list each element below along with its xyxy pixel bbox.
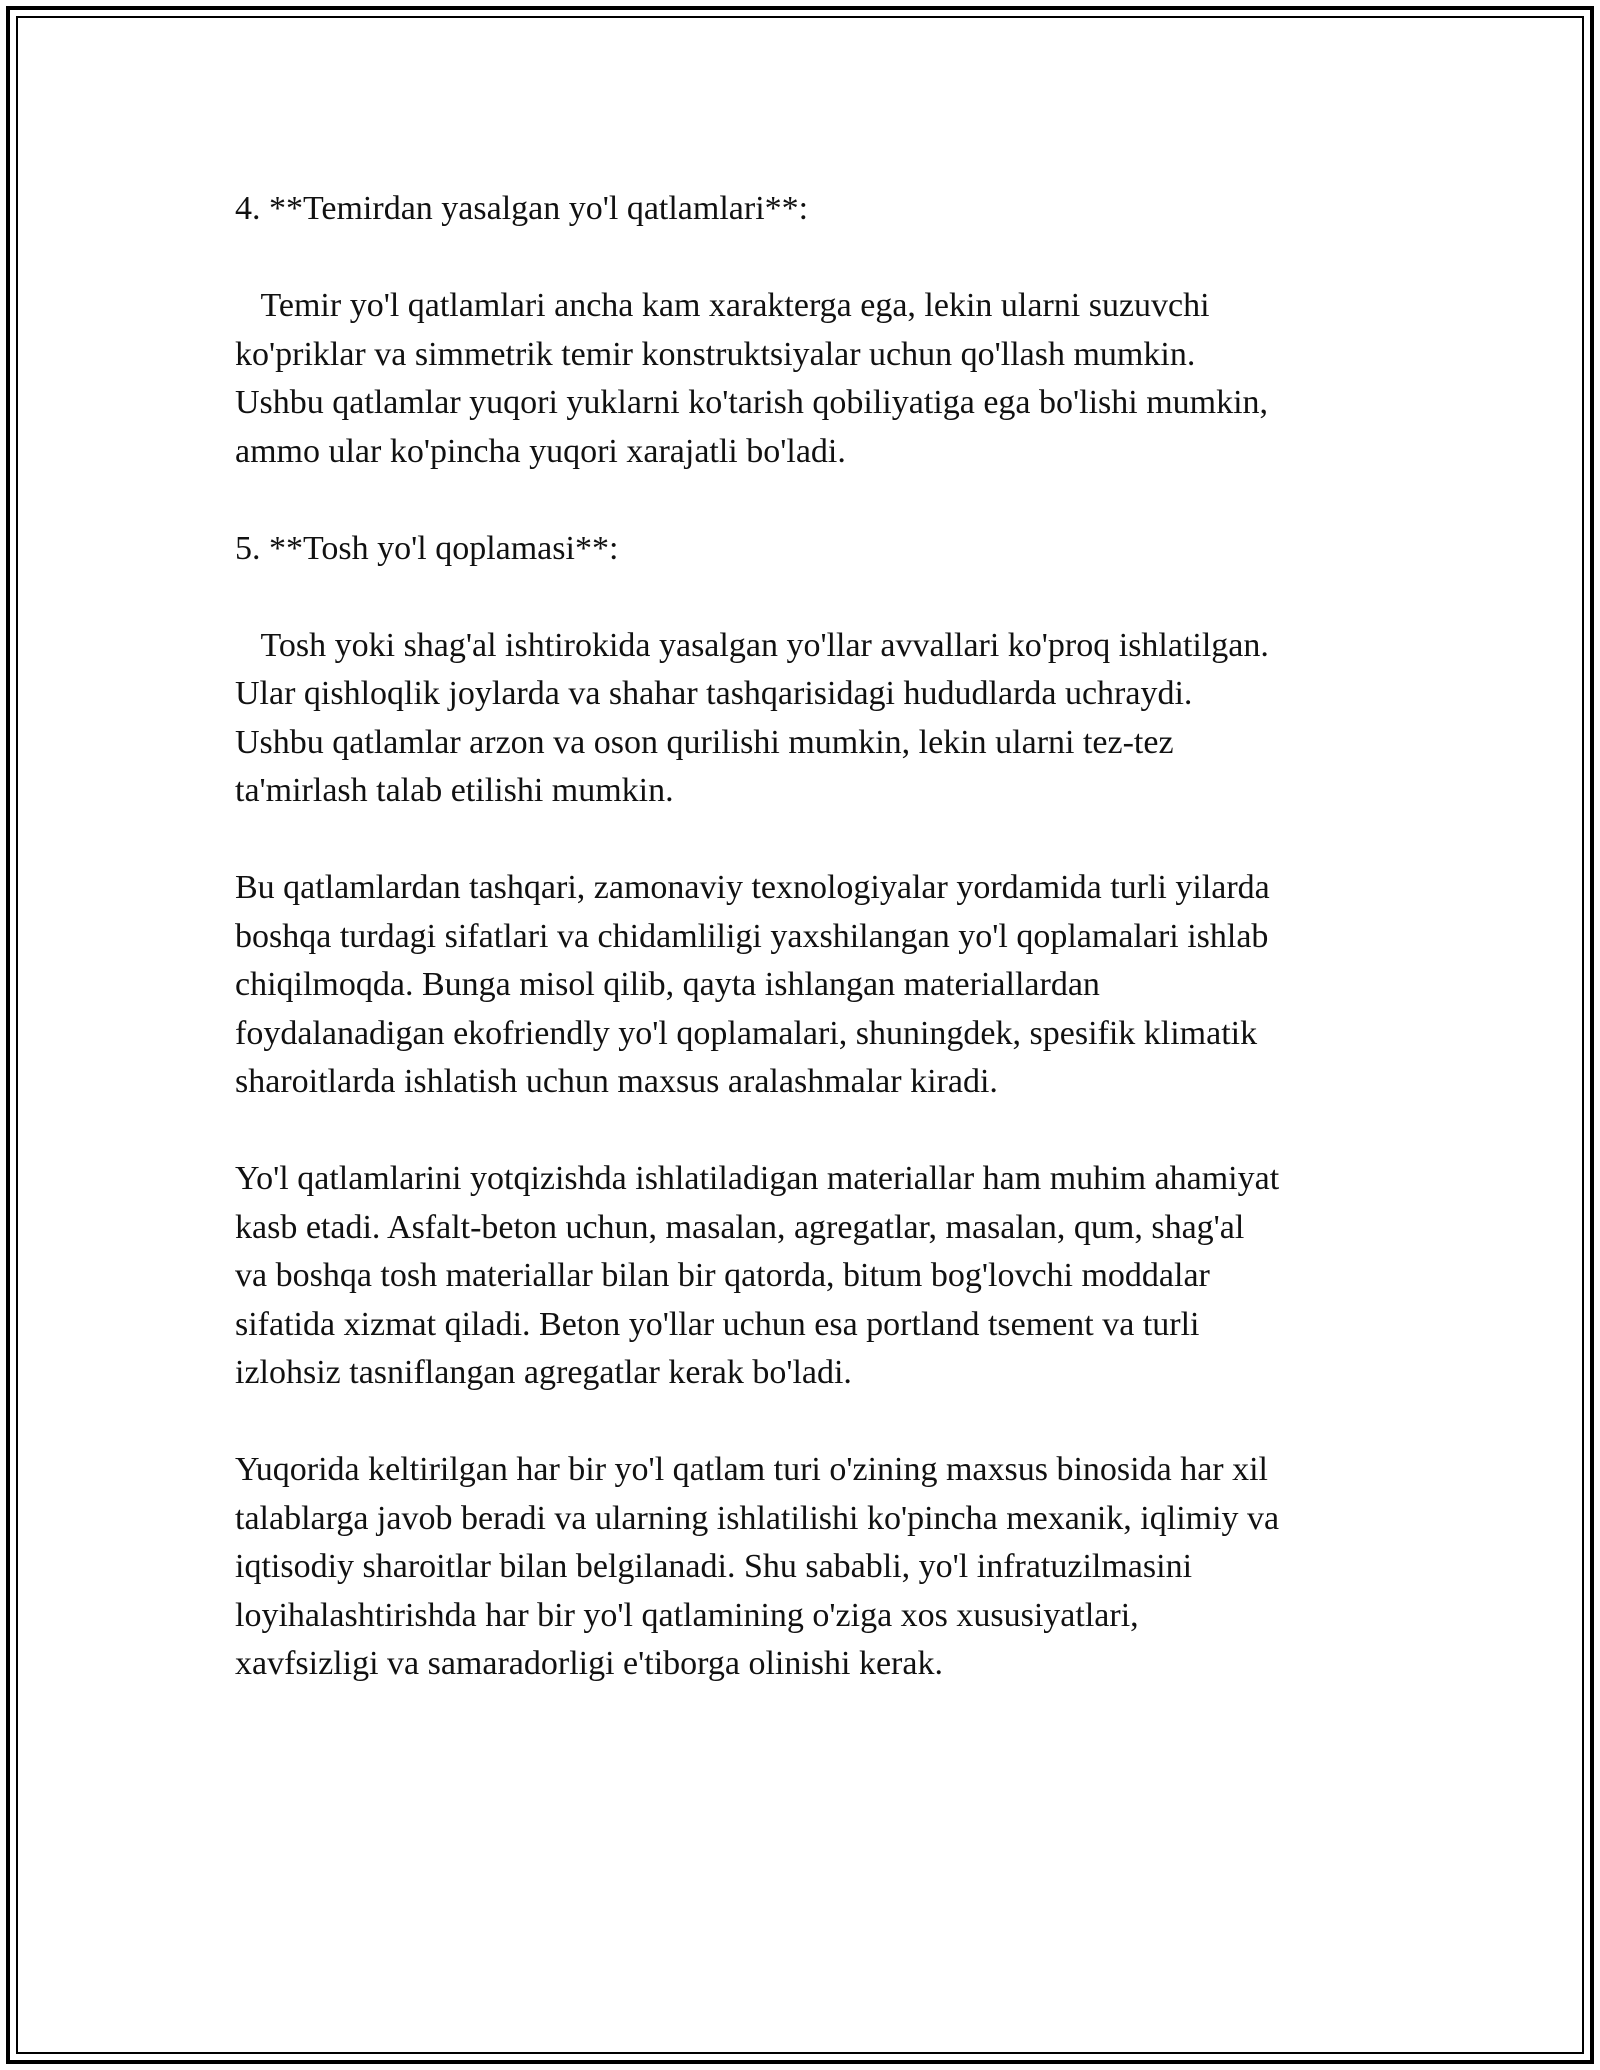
paragraph-metal-layers xyxy=(235,282,1385,476)
text-line: sifatida xizmat qiladi. Beton yo'llar uchun esa portland tsement va turli xyxy=(235,1305,1200,1343)
paragraph-gap xyxy=(235,1398,1385,1447)
text-line: Yo'l qatlamlarini yotqizishda ishlatiladigan materiallar ham muhim ahamiyat xyxy=(235,1160,1280,1197)
section-heading-4 xyxy=(235,185,1385,234)
text-line: 4. **Temirdan yasalgan yo'l qatlamlari**: xyxy=(235,190,809,227)
paragraph-gap xyxy=(235,476,1385,525)
text-line: sharoitlarda ishlatish uchun maxsus aralashmalar kiradi. xyxy=(235,1063,998,1100)
text-line: Temir yo'l qatlamlari ancha kam xarakterga ega, lekin ularni suzuvchi xyxy=(235,287,1210,324)
text-line: va boshqa tosh materiallar bilan bir qatorda, bitum bog'lovchi moddalar xyxy=(235,1257,1210,1294)
paragraph-gap xyxy=(235,234,1385,283)
text-line: talablarga javob beradi va ularning ishlatilishi ko'pincha mexanik, iqlimiy va xyxy=(235,1499,1280,1537)
paragraph-conclusion xyxy=(235,1446,1385,1689)
text-line: ammo ular ko'pincha yuqori xarajatli bo'ladi. xyxy=(235,432,846,470)
text-line: ko'priklar va simmetrik temir konstruktsiyalar uchun qo'llash mumkin. xyxy=(235,335,1196,373)
text-line: boshqa turdagi sifatlari va chidamliligi yaxshilangan yo'l qoplamalari ishlab xyxy=(235,917,1269,955)
text-line: 5. **Tosh yo'l qoplamasi**: xyxy=(235,529,619,567)
paragraph-materials xyxy=(235,1155,1385,1398)
text-line: izlohsiz tasniflangan agregatlar kerak bo'ladi. xyxy=(235,1354,852,1391)
text-line: Ushbu qatlamlar yuqori yuklarni ko'tarish qobiliyatiga ega bo'lishi mumkin, xyxy=(235,384,1269,421)
text-line: Ushbu qatlamlar arzon va oson qurilishi mumkin, lekin ularni tez-tez xyxy=(235,723,1174,761)
text-line: Bu qatlamlardan tashqari, zamonaviy texnologiyalar yordamida turli yilarda xyxy=(235,869,1270,906)
paragraph-gap xyxy=(235,1107,1385,1156)
section-heading-5 xyxy=(235,525,1385,574)
paragraph-gap xyxy=(235,573,1385,622)
text-line: ta'mirlash talab etilishi mumkin. xyxy=(235,772,674,809)
text-line: loyihalashtirishda har bir yo'l qatlamining o'ziga xos xususiyatlari, xyxy=(235,1596,1139,1634)
text-line: xavfsizligi va samaradorligi e'tiborga olinishi kerak. xyxy=(235,1645,943,1682)
text-line: Yuqorida keltirilgan har bir yo'l qatlam turi o'zining maxsus binosida har xil xyxy=(235,1451,1268,1488)
document-body xyxy=(235,185,1385,1689)
paragraph-modern-technologies xyxy=(235,864,1385,1107)
text-line: Tosh yoki shag'al ishtirokida yasalgan yo'llar avvallari ko'proq ishlatilgan. xyxy=(235,626,1269,664)
text-line: Ular qishloqlik joylarda va shahar tashqarisidagi hududlarda uchraydi. xyxy=(235,675,1193,712)
paragraph-stone-pavement xyxy=(235,622,1385,816)
text-line: kasb etadi. Asfalt-beton uchun, masalan, agregatlar, masalan, qum, shag'al xyxy=(235,1208,1245,1246)
paragraph-gap xyxy=(235,816,1385,865)
text-line: foydalanadigan ekofriendly yo'l qoplamalari, shuningdek, spesifik klimatik xyxy=(235,1014,1258,1052)
text-line: chiqilmoqda. Bunga misol qilib, qayta ishlangan materiallardan xyxy=(235,966,1100,1003)
text-line: iqtisodiy sharoitlar bilan belgilanadi. Shu sababli, yo'l infratuzilmasini xyxy=(235,1548,1193,1585)
